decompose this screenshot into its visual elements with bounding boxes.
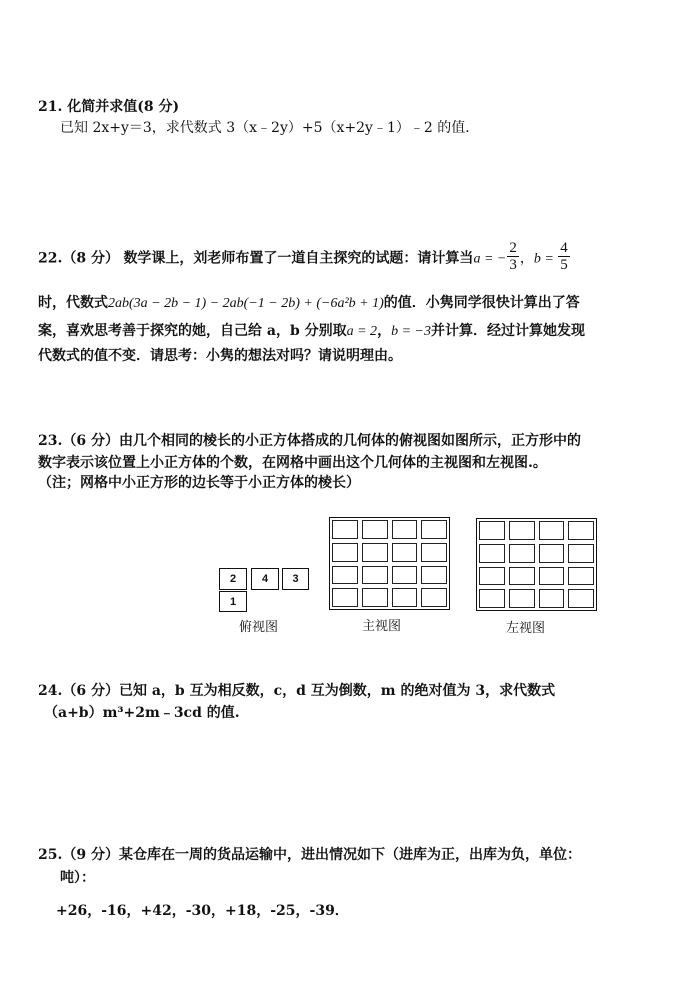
grid-cell[interactable] [362, 543, 388, 562]
q25-line2: 吨）： [60, 870, 95, 886]
q22-number: 22. [38, 250, 63, 267]
q22-expression: 2ab(3a − 2b − 1) − 2ab(−1 − 2b) + (−6a²b + 1) [108, 296, 384, 311]
grid-cell[interactable] [509, 567, 535, 586]
grid-cell[interactable] [332, 588, 358, 607]
grid-cell[interactable] [509, 589, 535, 608]
q22-b-value: b = −3 [391, 324, 431, 339]
q22-line1 [38, 240, 571, 273]
q22-line2-pre: 时，代数式 [38, 295, 108, 311]
grid-cell[interactable] [539, 567, 565, 586]
q22-line3-pre: 案，喜欢思考善于探究的她，自己给 a，b 分别取 [38, 323, 347, 339]
q22-line2 [38, 294, 580, 313]
grid-cell[interactable] [392, 543, 418, 562]
q24-line2: （a+b）m³+2m﹣3cd 的值. [44, 705, 240, 721]
q22-line3-post: 并计算．经过计算她发现 [430, 323, 585, 339]
q22-a-numerator: 2 [509, 240, 517, 256]
grid-cell[interactable] [539, 544, 565, 563]
grid-cell[interactable] [362, 588, 388, 607]
grid-cell[interactable] [362, 520, 388, 539]
q24-line1: 24.（6 分）已知 a，b 互为相反数，c，d 互为倒数，m 的绝对值为 3，求代数式 [38, 683, 556, 699]
grid-cell[interactable] [568, 567, 594, 586]
q22-a-eq: a = − [473, 251, 507, 267]
grid-cell[interactable] [509, 521, 535, 540]
grid-cell[interactable] [421, 543, 447, 562]
grid-cell[interactable] [568, 544, 594, 563]
grid-cell[interactable] [332, 566, 358, 585]
grid-cell[interactable] [539, 521, 565, 540]
grid-cell[interactable] [392, 520, 418, 539]
top-view-cell: 3 [282, 568, 309, 590]
grid-cell[interactable] [421, 588, 447, 607]
grid-cell[interactable] [392, 588, 418, 607]
grid-cell[interactable] [479, 589, 505, 608]
q25-line1: 25.（9 分）某仓库在一周的货品运输中，进出情况如下（进库为正，出库为负，单位： [38, 847, 581, 863]
q22-score: （8 分） [62, 250, 119, 267]
q21-text: 已知 2x+y＝3，求代数式 3（x﹣2y）+5（x+2y﹣1）﹣2 的值． [60, 120, 480, 136]
top-view-cell: 4 [251, 568, 279, 590]
q22-b-numerator: 4 [560, 240, 568, 256]
q22-a-value: a = 2 [346, 324, 378, 339]
q22-sep: ， [519, 250, 534, 267]
front-view-grid[interactable] [329, 517, 450, 610]
q22-intro: 数学课上，刘老师布置了一道自主探究的试题：请计算当 [123, 250, 474, 267]
grid-cell[interactable] [479, 521, 505, 540]
q22-line4: 代数式的值不变．请思考：小隽的想法对吗？请说明理由。 [38, 348, 402, 364]
grid-cell[interactable] [332, 520, 358, 539]
grid-cell[interactable] [332, 543, 358, 562]
q22-line3: 案，喜欢思考善于探究的她，自己给 a，b 分别取a = 2，b = −3并计算．经过计算她发现 [38, 323, 585, 339]
front-view-caption: 主视图 [362, 619, 402, 634]
grid-cell[interactable] [479, 567, 505, 586]
q22-b-eq: b = [533, 251, 558, 267]
q22-b-denominator: 5 [560, 257, 568, 273]
top-view-cell: 1 [219, 591, 247, 612]
q22-a-fraction [507, 240, 519, 273]
grid-cell[interactable] [568, 521, 594, 540]
left-view-caption: 左视图 [506, 621, 546, 636]
q22-b-fraction [558, 240, 570, 273]
q23-line1: 23.（6 分）由几个相同的棱长的小正方体搭成的几何体的俯视图如图所示，正方形中的 [38, 433, 581, 449]
q23-line3: （注；网格中小正方形的边长等于小正方体的棱长） [38, 475, 360, 491]
top-view-cell: 2 [219, 568, 247, 590]
q25-line3: +26，-16，+42，-30，+18，-25，-39． [56, 903, 349, 919]
grid-cell[interactable] [568, 589, 594, 608]
q22-a-denominator: 3 [509, 257, 517, 273]
grid-cell[interactable] [392, 566, 418, 585]
grid-cell[interactable] [479, 544, 505, 563]
grid-cell[interactable] [539, 589, 565, 608]
grid-cell[interactable] [421, 520, 447, 539]
grid-cell[interactable] [509, 544, 535, 563]
q21-title: 21. 化简并求值(8 分) [38, 99, 180, 115]
top-view-caption: 俯视图 [239, 620, 279, 635]
grid-cell[interactable] [362, 566, 388, 585]
q22-line2-post: 的值．小隽同学很快计算出了答 [383, 295, 580, 311]
left-view-grid[interactable] [476, 518, 597, 611]
q23-line2: 数字表示该位置上小正方体的个数，在网格中画出这个几何体的主视图和左视图.。 [38, 455, 547, 471]
grid-cell[interactable] [421, 566, 447, 585]
